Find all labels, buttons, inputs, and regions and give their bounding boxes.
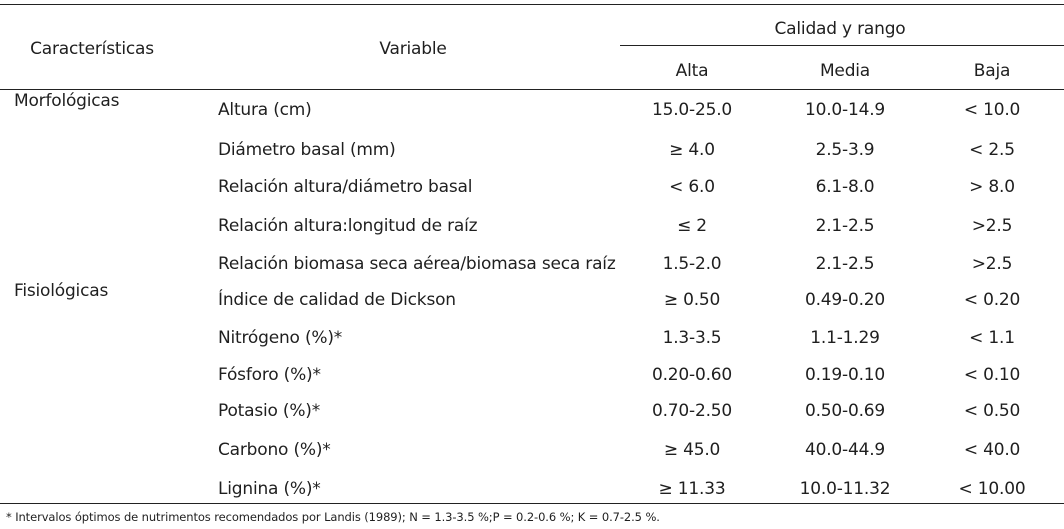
cell-high: 1.3-3.5 — [662, 328, 722, 348]
cell-variable: Lignina (%)* — [218, 479, 321, 499]
cell-low: < 10.00 — [958, 479, 1026, 499]
cell-low: < 10.0 — [963, 100, 1021, 120]
header-variable: Variable — [379, 39, 447, 59]
cell-variable: Carbono (%)* — [218, 440, 331, 460]
cell-low: < 0.10 — [963, 365, 1021, 385]
header-bottom-rule — [0, 89, 1064, 90]
cell-high: ≤ 2 — [677, 216, 707, 236]
cell-variable: Potasio (%)* — [218, 401, 321, 421]
header-low: Baja — [973, 61, 1011, 81]
header-characteristics: Características — [30, 39, 154, 59]
cell-medium: 2.1-2.5 — [815, 254, 875, 274]
group-rule — [620, 45, 1064, 46]
cell-low: < 2.5 — [969, 140, 1015, 160]
cell-low: < 40.0 — [963, 440, 1021, 460]
cell-medium: 0.50-0.69 — [804, 401, 886, 421]
cell-medium: 0.19-0.10 — [804, 365, 886, 385]
category-label: Fisiológicas — [14, 281, 109, 301]
cell-medium: 2.5-3.9 — [815, 140, 875, 160]
cell-high: 0.70-2.50 — [651, 401, 733, 421]
cell-high: ≥ 45.0 — [663, 440, 721, 460]
cell-medium: 1.1-1.29 — [810, 328, 880, 348]
cell-high: 1.5-2.0 — [662, 254, 722, 274]
cell-medium: 40.0-44.9 — [804, 440, 886, 460]
header-quality-range: Calidad y rango — [774, 19, 906, 39]
header-medium: Media — [819, 61, 871, 81]
cell-high: < 6.0 — [669, 177, 715, 197]
cell-high: 0.20-0.60 — [651, 365, 733, 385]
cell-variable: Relación altura/diámetro basal — [218, 177, 473, 197]
cell-low: >2.5 — [971, 254, 1013, 274]
table-footnote: * Intervalos óptimos de nutrimentos recomendados por Landis (1989); N = 1.3-3.5 %;P = 0.2-0.6 %; K = 0.7-2.5 %. — [6, 510, 660, 524]
bottom-rule — [0, 503, 1064, 504]
cell-variable: Relación altura:longitud de raíz — [218, 216, 478, 236]
cell-variable: Índice de calidad de Dickson — [218, 290, 456, 310]
cell-variable: Altura (cm) — [218, 100, 312, 120]
cell-low: < 0.20 — [963, 290, 1021, 310]
cell-high: ≥ 11.33 — [658, 479, 726, 499]
cell-high: ≥ 4.0 — [669, 140, 715, 160]
cell-low: >2.5 — [971, 216, 1013, 236]
cell-high: 15.0-25.0 — [651, 100, 733, 120]
category-label: Morfológicas — [14, 91, 120, 111]
cell-low: > 8.0 — [969, 177, 1015, 197]
cell-medium: 2.1-2.5 — [815, 216, 875, 236]
header-high: Alta — [675, 61, 709, 81]
cell-medium: 0.49-0.20 — [804, 290, 886, 310]
cell-variable: Diámetro basal (mm) — [218, 140, 396, 160]
cell-low: < 0.50 — [963, 401, 1021, 421]
cell-variable: Nitrógeno (%)* — [218, 328, 343, 348]
top-rule — [0, 4, 1064, 5]
cell-medium: 6.1-8.0 — [815, 177, 875, 197]
cell-variable: Relación biomasa seca aérea/biomasa seca raíz — [218, 254, 616, 274]
cell-low: < 1.1 — [969, 328, 1015, 348]
cell-medium: 10.0-11.32 — [799, 479, 891, 499]
cell-medium: 10.0-14.9 — [804, 100, 886, 120]
cell-variable: Fósforo (%)* — [218, 365, 321, 385]
cell-high: ≥ 0.50 — [663, 290, 721, 310]
